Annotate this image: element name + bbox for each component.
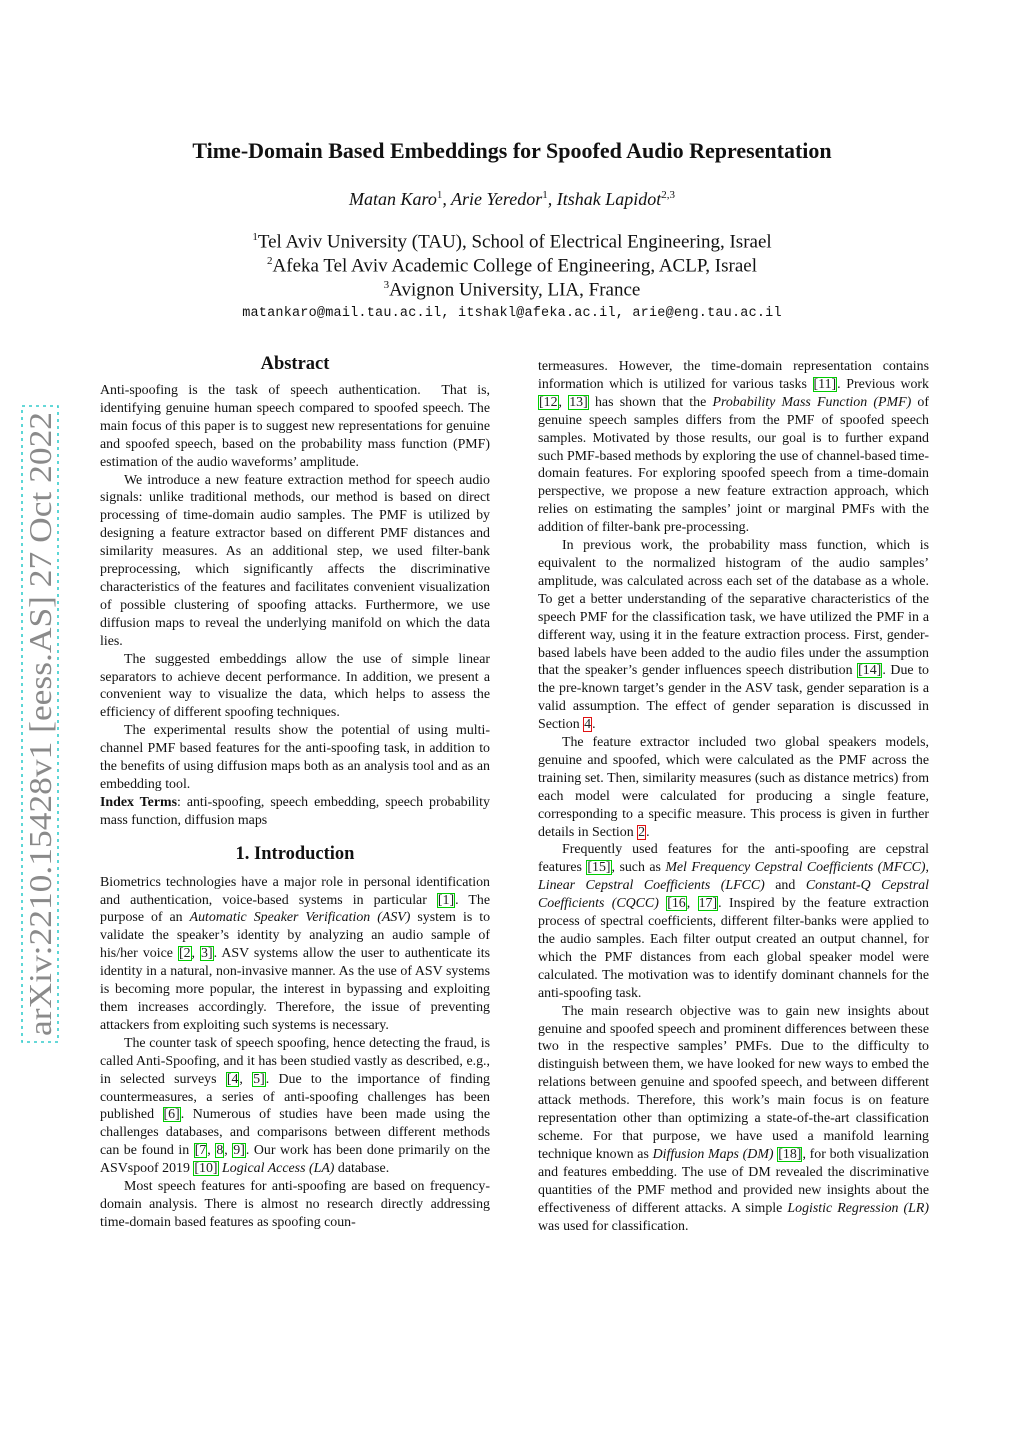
citation-link[interactable]: [18] — [778, 1146, 802, 1162]
abstract-paragraph: The suggested embeddings allow the use of simple linear separators to achieve decent performance. In addition, we present a convenient way to visualize the data, which helps to assess the efficiency of different spoofing techniques. — [100, 651, 490, 721]
citation-link[interactable]: [1] — [437, 892, 455, 908]
citation-link[interactable]: [12 — [539, 394, 558, 410]
author-list: Matan Karo$^1$, Arie Yeredor$^1$, Itshak Lapidot$^{2,3}$ — [349, 189, 675, 209]
author-name: Arie Yeredor — [451, 189, 543, 209]
affiliation-3-number: 3 — [383, 279, 390, 291]
citation-link[interactable]: [10] — [194, 1161, 218, 1177]
intro-paragraph: Most speech features for anti-spoofing are based on frequency-domain analysis. There is almost no research directly addressing time-domain based features as spoofing coun- — [100, 1179, 490, 1230]
author-affiliation-mark: 1 — [542, 189, 548, 201]
author-affiliation-mark: 1 — [436, 189, 443, 201]
intro-paragraph: termeasures. However, the time-domain representation contains information which is utilized for various tasks [11]. Previous work [12, 13] has shown that the Probability Mass Function (PMF) of genuine speech samples differs from the PMF of spoofed speech samples. Motivated by those results, our goal is to further expand such PMF-based methods by exploring the use of channel-based time-domain features. For exploring spoofed speech from a time-domain perspective, we propose a new feature extraction approach, which relies on estimating the samples’ joint or marginal PMFs with the addition of filter-bank pre-processing. — [538, 359, 930, 536]
index-terms — [100, 794, 490, 830]
citation-link[interactable]: 9] — [233, 1143, 245, 1159]
affiliation-1-number: 1 — [252, 231, 258, 243]
right-column — [538, 358, 929, 1235]
introduction-heading: 1. Introduction — [235, 843, 355, 864]
author-affiliation-mark: 2,3 — [661, 189, 675, 201]
citation-link[interactable]: 5] — [253, 1071, 265, 1087]
affiliation-1 — [0, 231, 1024, 253]
affiliation-3-text: Avignon University, LIA, France — [389, 279, 641, 301]
citation-link[interactable]: [11] — [813, 376, 837, 392]
author-name: Itshak Lapidot — [556, 189, 662, 209]
citation-link[interactable]: 13] — [569, 394, 588, 410]
citation-link[interactable]: [6] — [163, 1107, 180, 1123]
citation-link[interactable]: [16 — [667, 896, 686, 912]
arxiv-stamp — [16, 404, 64, 1044]
intro-paragraph: The counter task of speech spoofing, hence detecting the fraud, is called Anti-Spoofing, and it has been studied vastly as described, e.g., in selected surveys [4, 5]. Due to the importance of finding countermeasures, a series of anti-spoofing challenges has been published [6]. Numerous of studies have been made using the challenges databases, and comparisons between different methods can be found in [7, 8, 9]. Our work has been done primarily on the ASVspoof 2019 [10] Logical Access (LA) database. — [100, 1035, 490, 1177]
intro-paragraph: The feature extractor included two global speakers models, genuine and spoofed, which were calculated as the PMF across the training set. Then, similarity measures (such as distance metrics) from each model were calculated for producing a single feature, corresponding to a specific measure. This process is given in further details in Section 2. — [538, 735, 929, 840]
citation-link[interactable]: [15] — [587, 860, 611, 876]
affiliation-1-text: Tel Aviv University (TAU), School of Electrical Engineering, Israel — [257, 231, 772, 253]
citation-link[interactable]: [2 — [178, 946, 191, 962]
citation-link[interactable]: [4 — [226, 1071, 239, 1087]
citation-link[interactable]: [14] — [858, 663, 882, 679]
abstract-paragraph: The experimental results show the potential of using multi-channel PMF based features for the anti-spoofing task, in addition to the benefits of using diffusion maps both as an analysis tool and as an embedding tool. — [100, 723, 490, 792]
affiliation-2-text: Afeka Tel Aviv Academic College of Engineering, ACLP, Israel — [272, 255, 757, 277]
citation-link[interactable]: 3] — [201, 946, 213, 962]
index-terms-label: Index Terms — [100, 794, 177, 810]
citation-link[interactable]: [7 — [194, 1143, 207, 1159]
author-emails: matankaro@mail.tau.ac.il, itshakl@afeka.ac.il, arie@eng.tau.ac.il — [242, 306, 782, 321]
paper-title: Time-Domain Based Embeddings for Spoofed Audio Representation — [192, 138, 832, 163]
intro-paragraph: The main research objective was to gain new insights about genuine and spoofed speech and prominent differences between these two in the respective samples’ PMFs. Due to the difficulty to distinguish between them, we have looked for new ways to embed the relations between genuine and spoofed speech, and between different attack methods. Therefore, this work’s main focus is on feature representation other than optimizing a state-of-the-art classification scheme. For that purpose, we have used a manifold learning technique known as Diffusion Maps (DM) [18], for both visualization and features embedding. The use of DM revealed the discriminative quantities of the PMF method and provided new insights about the effectiveness of different attacks. A simple Logistic Regression (LR) was used for classification. — [538, 1003, 929, 1234]
section-reference-link[interactable]: 4 — [584, 717, 592, 733]
affiliation-2 — [0, 255, 1024, 277]
abstract-paragraph: We introduce a new feature extraction method for speech audio signals: unlike traditional methods, our method is based on direct processing of time-domain audio samples. The PMF is utilized by designing a feature extractor based on different PMF distances and similarity measures. As an additional step, we used filter-bank preprocessing, which significantly affects the discriminative characteristics of the features and facilitates convenient visualization of possible clustering of spoofing attacks. Furthermore, we use diffusion maps to reveal the underlying manifold on which the data lies. — [100, 472, 490, 649]
intro-paragraph: Frequently used features for the anti-spoofing are cepstral features [15], such as Mel Frequency Cepstral Coefficients (MFCC), Linear Cepstral Coefficients (LFCC) and Constant-Q Cepstral Coefficients (CQCC) [16, 17]. Inspired by the feature extraction process of spectral coefficients, different filter-banks were applied to the audio samples. Each filter output created an output channel, for which the PMF distances from each global speaker model were calculated. The motivation was to identify dominant channels for the anti-spoofing task. — [538, 842, 929, 1001]
citation-link[interactable]: 17] — [698, 896, 718, 912]
intro-paragraph: Biometrics technologies have a major role in personal identification and authentication, voice-based systems in particular [1]. The purpose of an Automatic Speaker Verification (ASV) system is to validate the speaker’s identity by analyzing an audio sample of his/her voice [2, 3]. ASV systems allow the user to authenticate its identity in a natural, non-invasive manner. As the use of ASV systems is becoming more popular, the interest in bypassing and exploiting them increases accordingly. Therefore, the issue of preventing attackers from exploiting such systems is necessary. — [100, 874, 491, 1033]
author-name: Matan Karo — [349, 189, 437, 209]
citation-link[interactable]: 8 — [216, 1143, 224, 1159]
intro-paragraph: In previous work, the probability mass function, which is equivalent to the normalized histogram of the audio samples’ amplitude, was calculated across each set of the database as a whole. To get a better understanding of the separative characteristics of the speech PMF for the classification task, we have utilized the PMF in a different way, using it in the feature extraction process. First, gender-based labels have been added to the audio files under the assumption that the speaker’s gender influences speech distribution [14]. Due to the pre-known target’s gender in the ASV task, gender separation is a valid assumption. The effect of gender separation is discussed in Section 4. — [538, 538, 929, 733]
abstract-paragraph: Anti-spoofing is the task of speech authentication. That is, identifying genuine human speech compared to spoofed speech. The main focus of this paper is to suggest new representations for genuine and spoofed speech, based on the probability mass function (PMF) estimation of the audio waveforms’ amplitude. — [100, 383, 490, 470]
left-column — [100, 352, 490, 1232]
section-reference-link[interactable]: 2 — [638, 824, 646, 840]
affiliation-3 — [0, 279, 1024, 301]
abstract-heading: Abstract — [260, 354, 330, 374]
index-terms-text: : anti-spoofing, speech embedding, speech probability mass function, diffusion maps — [100, 794, 490, 828]
arxiv-stamp-svg — [16, 404, 64, 1044]
affiliation-2-number: 2 — [267, 255, 273, 267]
arxiv-stamp-text: arXiv:2210.15428v1 [eess.AS] 27 Oct 2022 — [22, 472, 58, 1036]
